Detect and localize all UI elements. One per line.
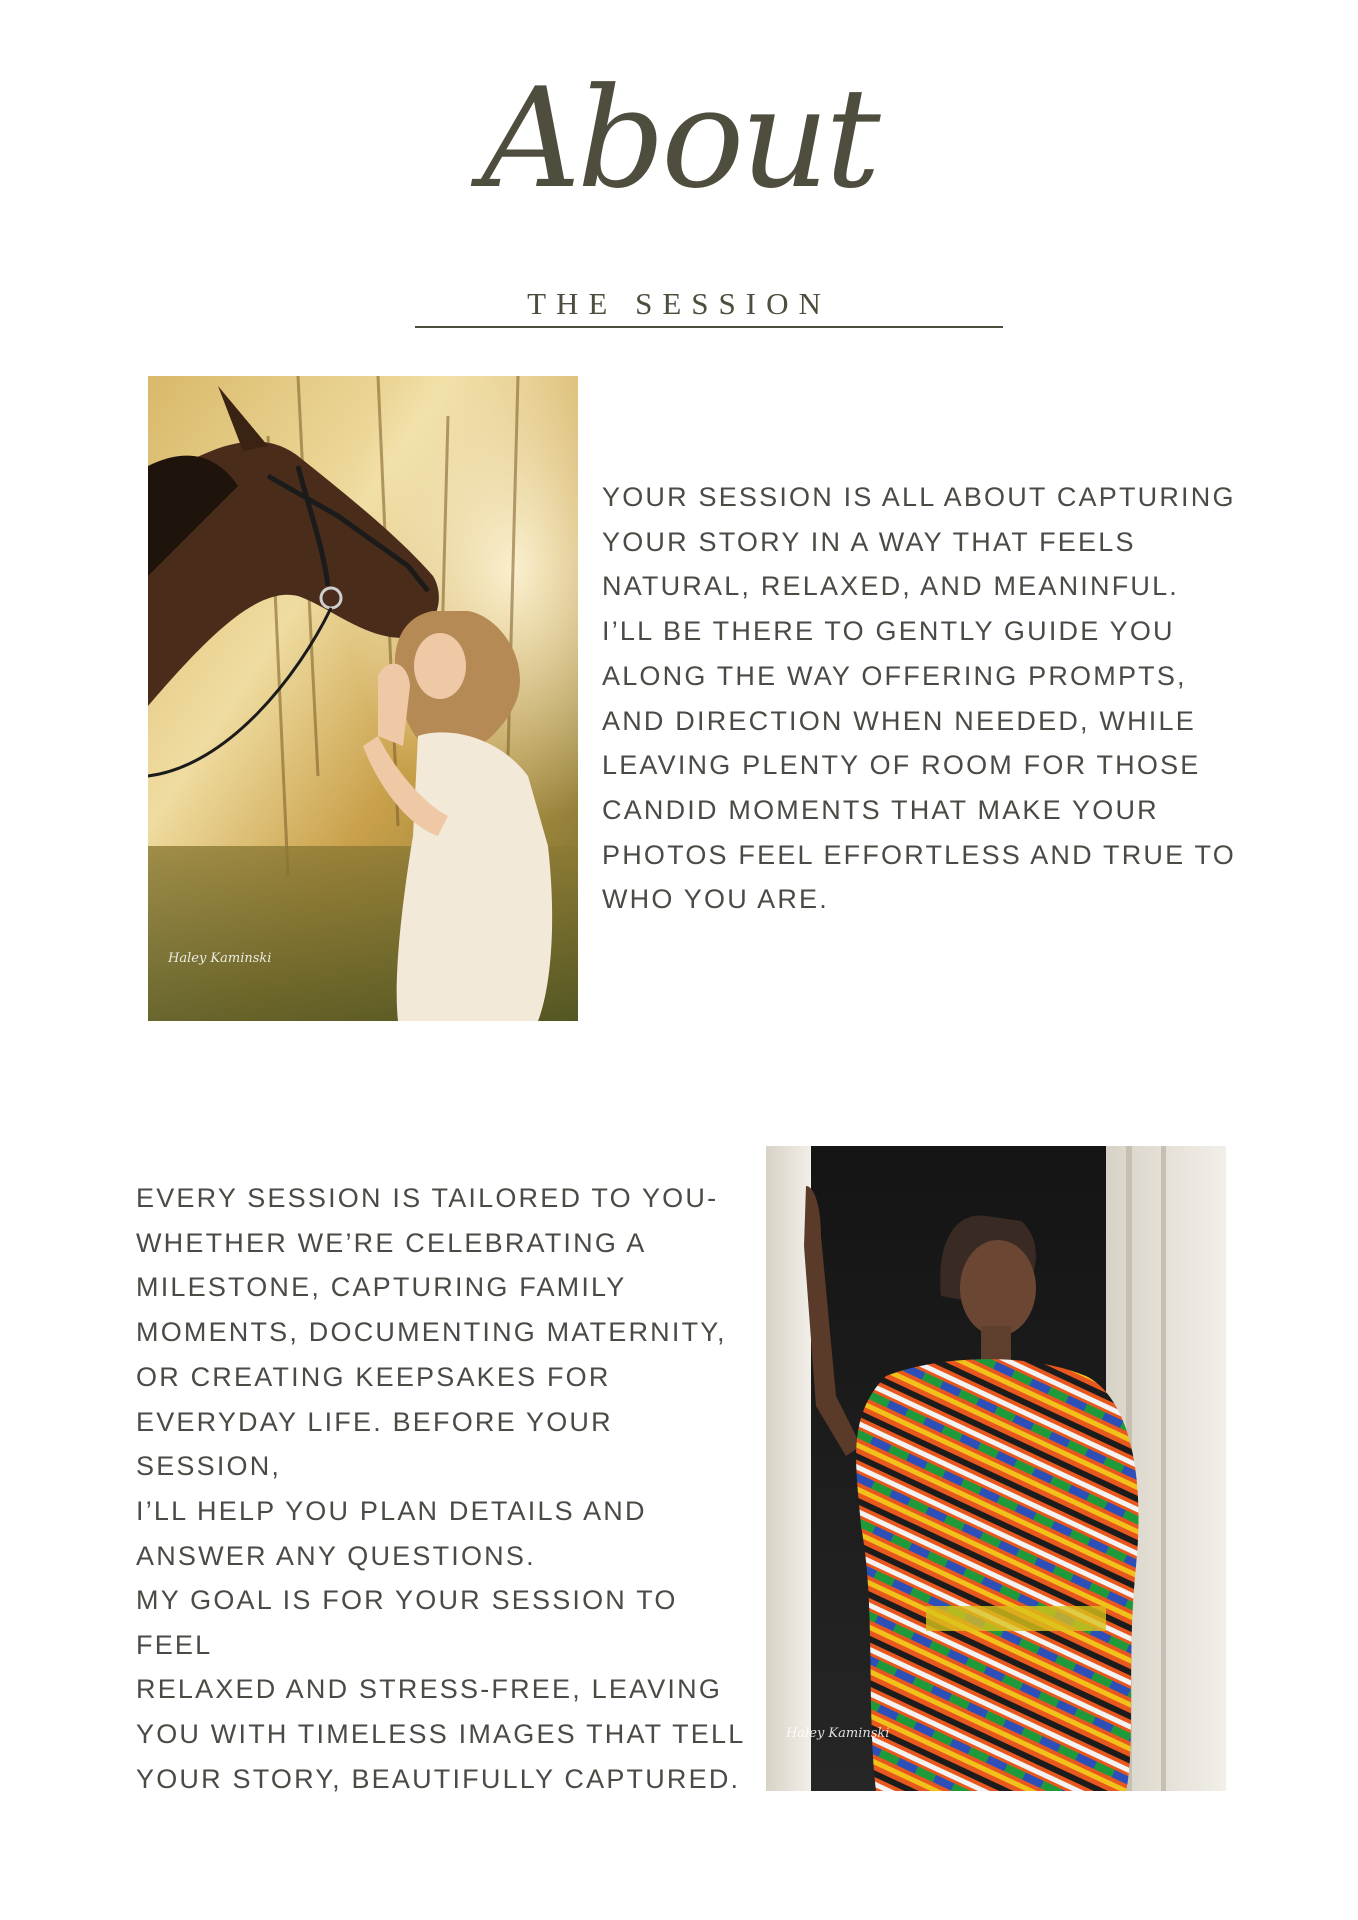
- session-intro-paragraph: YOUR SESSION IS ALL ABOUT CAPTURING YOUR STORY IN A WAY THAT FEELS NATURAL, RELAXED, AND MEANINFUL. I’LL BE THERE TO GENTLY GUIDE YOU ALONG THE WAY OFFERING PROMPTS, AND DIRECTION WHEN NEEDED, WHILE LEAVING PLENTY OF ROOM FOR THOSE CANDID MOMENTS THAT MAKE YOUR PHOTOS FEEL EFFORTLESS AND TRUE TO WHO YOU ARE.: [602, 482, 1236, 915]
- title-divider: [415, 326, 1003, 328]
- photo-signature: Haley Kaminski: [786, 1726, 890, 1741]
- horse-portrait-photo: [148, 376, 578, 1021]
- photo-signature: Haley Kaminski: [168, 951, 272, 966]
- page-title: About: [481, 58, 877, 219]
- page-subtitle: THE SESSION: [527, 286, 831, 321]
- session-goal-text: [136, 1578, 756, 1802]
- doorway-portrait-photo: [766, 1146, 1226, 1791]
- session-intro-text: [602, 475, 1242, 922]
- session-tailored-text: [136, 1176, 756, 1578]
- session-tailored-paragraph: EVERY SESSION IS TAILORED TO YOU- WHETHER WE’RE CELEBRATING A MILESTONE, CAPTURING FAMILY MOMENTS, DOCUMENTING MATERNITY, OR CREATING KEEPSAKES FOR EVERYDAY LIFE. BEFORE YOUR SESSION, I’LL HELP YOU PLAN DETAILS AND ANSWER ANY QUESTIONS.: [136, 1183, 727, 1571]
- session-goal-paragraph: MY GOAL IS FOR YOUR SESSION TO FEEL RELAXED AND STRESS-FREE, LEAVING YOU WITH TIMELESS IMAGES THAT TELL YOUR STORY, BEAUTIFULLY CAPTURED.: [136, 1585, 746, 1794]
